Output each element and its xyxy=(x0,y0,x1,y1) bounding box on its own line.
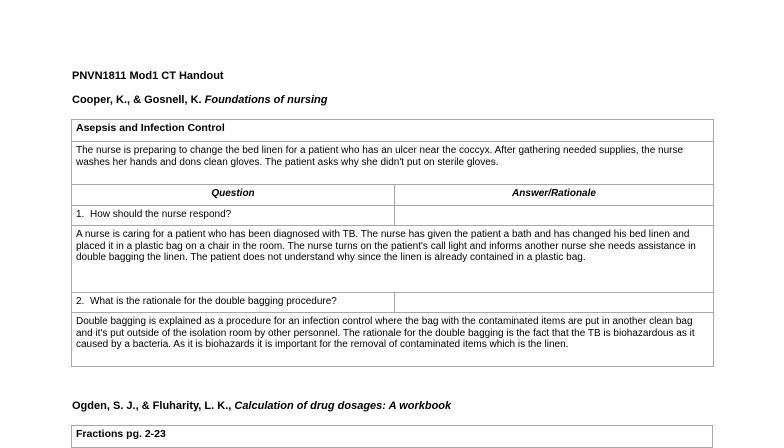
question-text: How should the nurse respond? xyxy=(90,209,232,220)
column-header-question: Question xyxy=(72,185,395,206)
question-cell xyxy=(72,206,395,226)
question-number: 2. xyxy=(76,296,85,307)
document-title: PNVN1811 Mod1 CT Handout xyxy=(72,70,224,82)
section-heading: Asepsis and Infection Control xyxy=(72,120,714,142)
citation-ogden xyxy=(72,400,451,412)
column-header-answer: Answer/Rationale xyxy=(395,185,714,206)
question-cell xyxy=(72,293,395,313)
citation-cooper xyxy=(72,94,327,106)
scenario-text: A nurse is caring for a patient who has been diagnosed with TB. The nurse has given the patient a bath and has changed his bed linen and placed it in a plastic bag on a chair in the room. The nurse turns on the patient's call light and informs another nurse she needs assistance in double bagging the linen. The patient does not understand why since the linen is already contained in a plastic bag. xyxy=(72,226,714,293)
answer-cell[interactable] xyxy=(395,206,714,226)
section-heading: Fractions pg. 2-23 xyxy=(72,426,713,448)
citation-authors: Ogden, S. J., & Fluharity, L. K., xyxy=(72,400,235,412)
citation-book-title: Calculation of drug dosages: A workbook xyxy=(234,400,452,412)
fractions-table xyxy=(71,425,713,448)
answer-text[interactable]: Double bagging is explained as a procedure for an infection control where the bag with the contaminated items are put in another clean bag and it's put outside of the isolation room by other personnel. The rationale for the double bagging is the fact that the TB is biohazardous as it caused by a bacteria. As it is biohazards it is important for the removal of contaminated items which is the linen. xyxy=(72,313,714,367)
answer-cell[interactable] xyxy=(395,293,714,313)
citation-book-title: Foundations of nursing xyxy=(204,94,328,106)
citation-authors: Cooper, K., & Gosnell, K. xyxy=(72,94,205,106)
question-number: 1. xyxy=(76,209,85,220)
asepsis-table xyxy=(71,119,714,367)
question-text: What is the rationale for the double bagging procedure? xyxy=(90,296,337,307)
scenario-text: The nurse is preparing to change the bed linen for a patient who has an ulcer near the coccyx. After gathering needed supplies, the nurse washes her hands and dons clean gloves. The patient asks why she didn't put on sterile gloves. xyxy=(72,142,714,185)
